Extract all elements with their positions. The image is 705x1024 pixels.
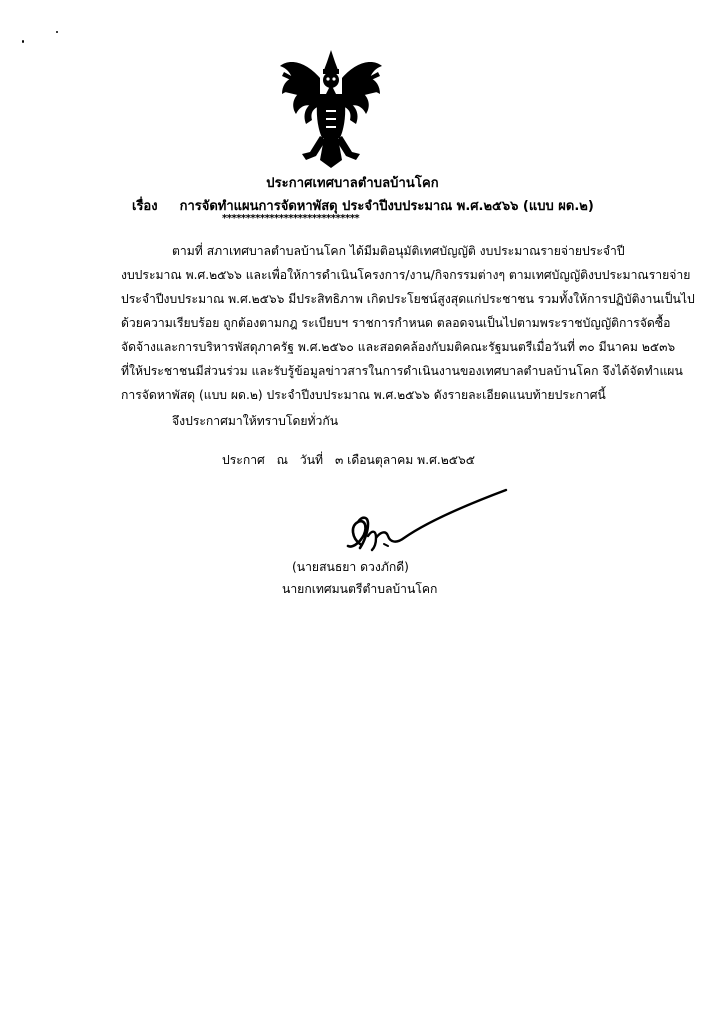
date-day-label: วันที่ [299,453,324,467]
subject-text: การจัดทำแผนการจัดหาพัสดุ ประจำปีงบประมาณ พ.ศ.๒๕๖๖ (แบบ ผด.๒) [179,199,594,214]
title-divider: ***************************** [222,213,360,224]
signature [338,486,518,566]
signatory-position: นายกเทศมนตรีตำบลบ้านโคก [282,582,438,596]
body-line: ที่ให้ประชาชนมีส่วนร่วม และรับรู้ข้อมูลข่าวสารในการดำเนินงานของเทศบาลตำบลบ้านโคก จึงได้จัดทำแผน [121,364,683,378]
body-line: จัดจ้างและการบริหารพัสดุภาครัฐ พ.ศ.๒๕๖๐ และสอดคล้องกับมติคณะรัฐมนตรีเมื่อวันที่ ๓๐ มีนาคม ๒๕๓๖ [121,340,676,354]
body-line: การจัดหาพัสดุ (แบบ ผด.๒) ประจำปีงบประมาณ พ.ศ.๒๕๖๖ ดังรายละเอียดแนบท้ายประกาศนี้ [121,388,606,402]
body-line: ด้วยความเรียบร้อย ถูกต้องตามกฎ ระเบียบฯ ราชการกำหนด ตลอดจนเป็นไปตามพระราชบัญญัติการจัดซื้อ [121,316,671,330]
body-line: งบประมาณ พ.ศ.๒๕๖๖ และเพื่อให้การดำเนินโครงการ/งาน/กิจกรรมต่างๆ ตามเทศบัญญัติงบประมาณรายจ่าย [121,268,691,282]
announcement-title: ประกาศเทศบาลตำบลบ้านโคก [266,176,439,191]
date-at: ณ [276,453,288,467]
body-line: ประจำปีงบประมาณ พ.ศ.๒๕๖๖ มีประสิทธิภาพ เกิดประโยชน์สูงสุดแก่ประชาชน รวมทั้งให้การปฏิบัติงานเป็นไป [121,292,695,306]
subject-label: เรื่อง [132,199,158,214]
closing-statement: จึงประกาศมาให้ทราบโดยทั่วกัน [172,414,339,428]
subject-line [132,195,594,216]
signatory-name: (นายสนธยา ดวงภักดี) [292,560,409,574]
scan-speck [56,31,58,33]
garuda-emblem-icon [276,48,386,170]
scan-speck [22,40,24,43]
announcement-date [222,451,483,470]
date-value: ๓ เดือนตุลาคม พ.ศ.๒๕๖๕ [334,453,475,467]
body-line: ตามที่ สภาเทศบาลตำบลบ้านโคก ได้มีมติอนุมัติเทศบัญญัติ งบประมาณรายจ่ายประจำปี [172,244,625,258]
date-label: ประกาศ [222,453,265,467]
